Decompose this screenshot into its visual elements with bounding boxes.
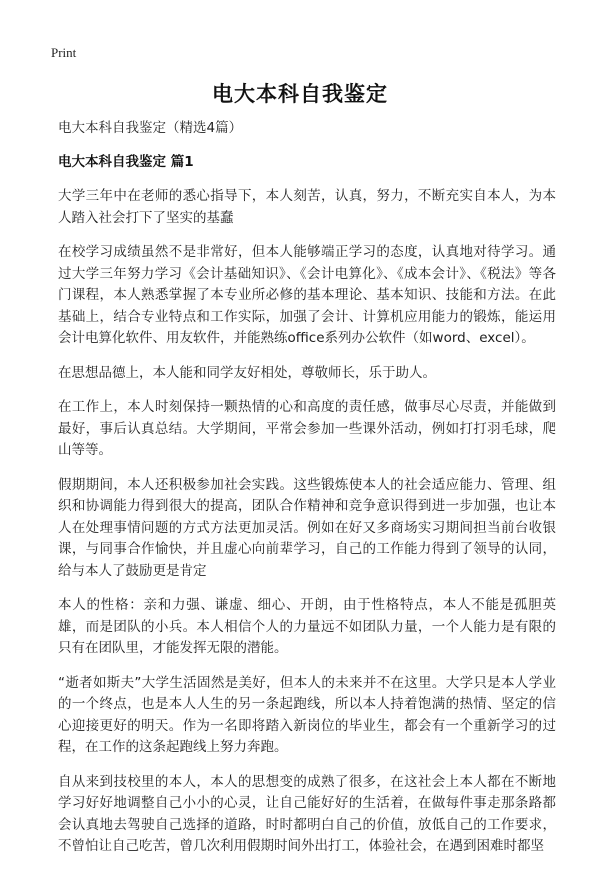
paragraph: 本人的性格：亲和力强、谦虚、细心、开朗，由于性格特点，本人不能是孤胆英雄，而是团队的小兵。本人相信个人的力量远不如团队力量，一个人能力是有限的只有在团队里，才能发挥无限的潜能。 bbox=[58, 597, 556, 656]
paragraph: “逝者如斯夫”大学生活固然是美好，但本人的未来并不在这里。大学只是本人学业的一个终点，也是本人人生的另一条起跑线，所以本人持着饱满的热情、坚定的信心迎接更好的明天。作为一名即将踏入新岗位的毕业生，都会有一个重新学习的过程，在工作的这条起跑线上努力奔跑。 bbox=[58, 674, 556, 755]
paragraph: 大学三年中在老师的悉心指导下，本人刻苦，认真，努力，不断充实自本人，为本人踏入社会打下了坚实的基蠢 bbox=[58, 188, 556, 226]
document-title: 电大本科自我鉴定 bbox=[212, 82, 388, 106]
print-link[interactable]: Print bbox=[51, 45, 77, 60]
paragraph: 自从来到技校里的本人，本人的思想变的成熟了很多，在这社会上本人都在不断地学习好好地调整自己小小的心灵，让自己能好好的生活着，在做每件事走那条路都会认真地去驾驶自己选择的道路，时时都明白自己的价值，放低自己的工作要求，不曾怕让自己吃苦，曾几次利用假期时间外出打工，体验社会，在遇到困难时都坚 bbox=[58, 773, 556, 854]
document-subtitle: 电大本科自我鉴定（精选4篇） bbox=[58, 120, 243, 136]
paragraph: 在工作上，本人时刻保持一颗热情的心和高度的责任感，做事尽心尽责，并能做到最好，事后认真总结。大学期间，平常会参加一些课外活动，例如打打羽毛球，爬山等等。 bbox=[58, 399, 556, 458]
section-heading: 电大本科自我鉴定 篇1 bbox=[58, 154, 194, 170]
paragraph: 在校学习成绩虽然不是非常好，但本人能够端正学习的态度，认真地对待学习。通过大学三年努力学习《会计基础知识》、《会计电算化》、《成本会计》、《税法》等各门课程，本人熟悉掌握了本专业所必修的基本理论、基本知识、技能和方法。在此基础上，结合专业特点和工作实际，加强了会计、计算机应用能力的锻炼，能运用会计电算化软件、用友软件，并能熟练office系列办公软件（如word、excel）。 bbox=[58, 244, 556, 346]
paragraph: 在思想品德上，本人能和同学友好相处，尊敬师长，乐于助人。 bbox=[58, 364, 436, 381]
paragraph: 假期期间，本人还积极参加社会实践。这些锻炼使本人的社会适应能力、管理、组织和协调能力得到很大的提高，团队合作精神和竞争意识得到进一步加强，也让本人在处理事情问题的方式方法更加灵活。例如在好又多商场实习期间担当前台收银课，与同事合作愉快，并且虚心向前辈学习，自己的工作能力得到了领导的认同，给与本人了鼓励更是肯定 bbox=[58, 476, 556, 579]
document-body bbox=[58, 118, 556, 871]
